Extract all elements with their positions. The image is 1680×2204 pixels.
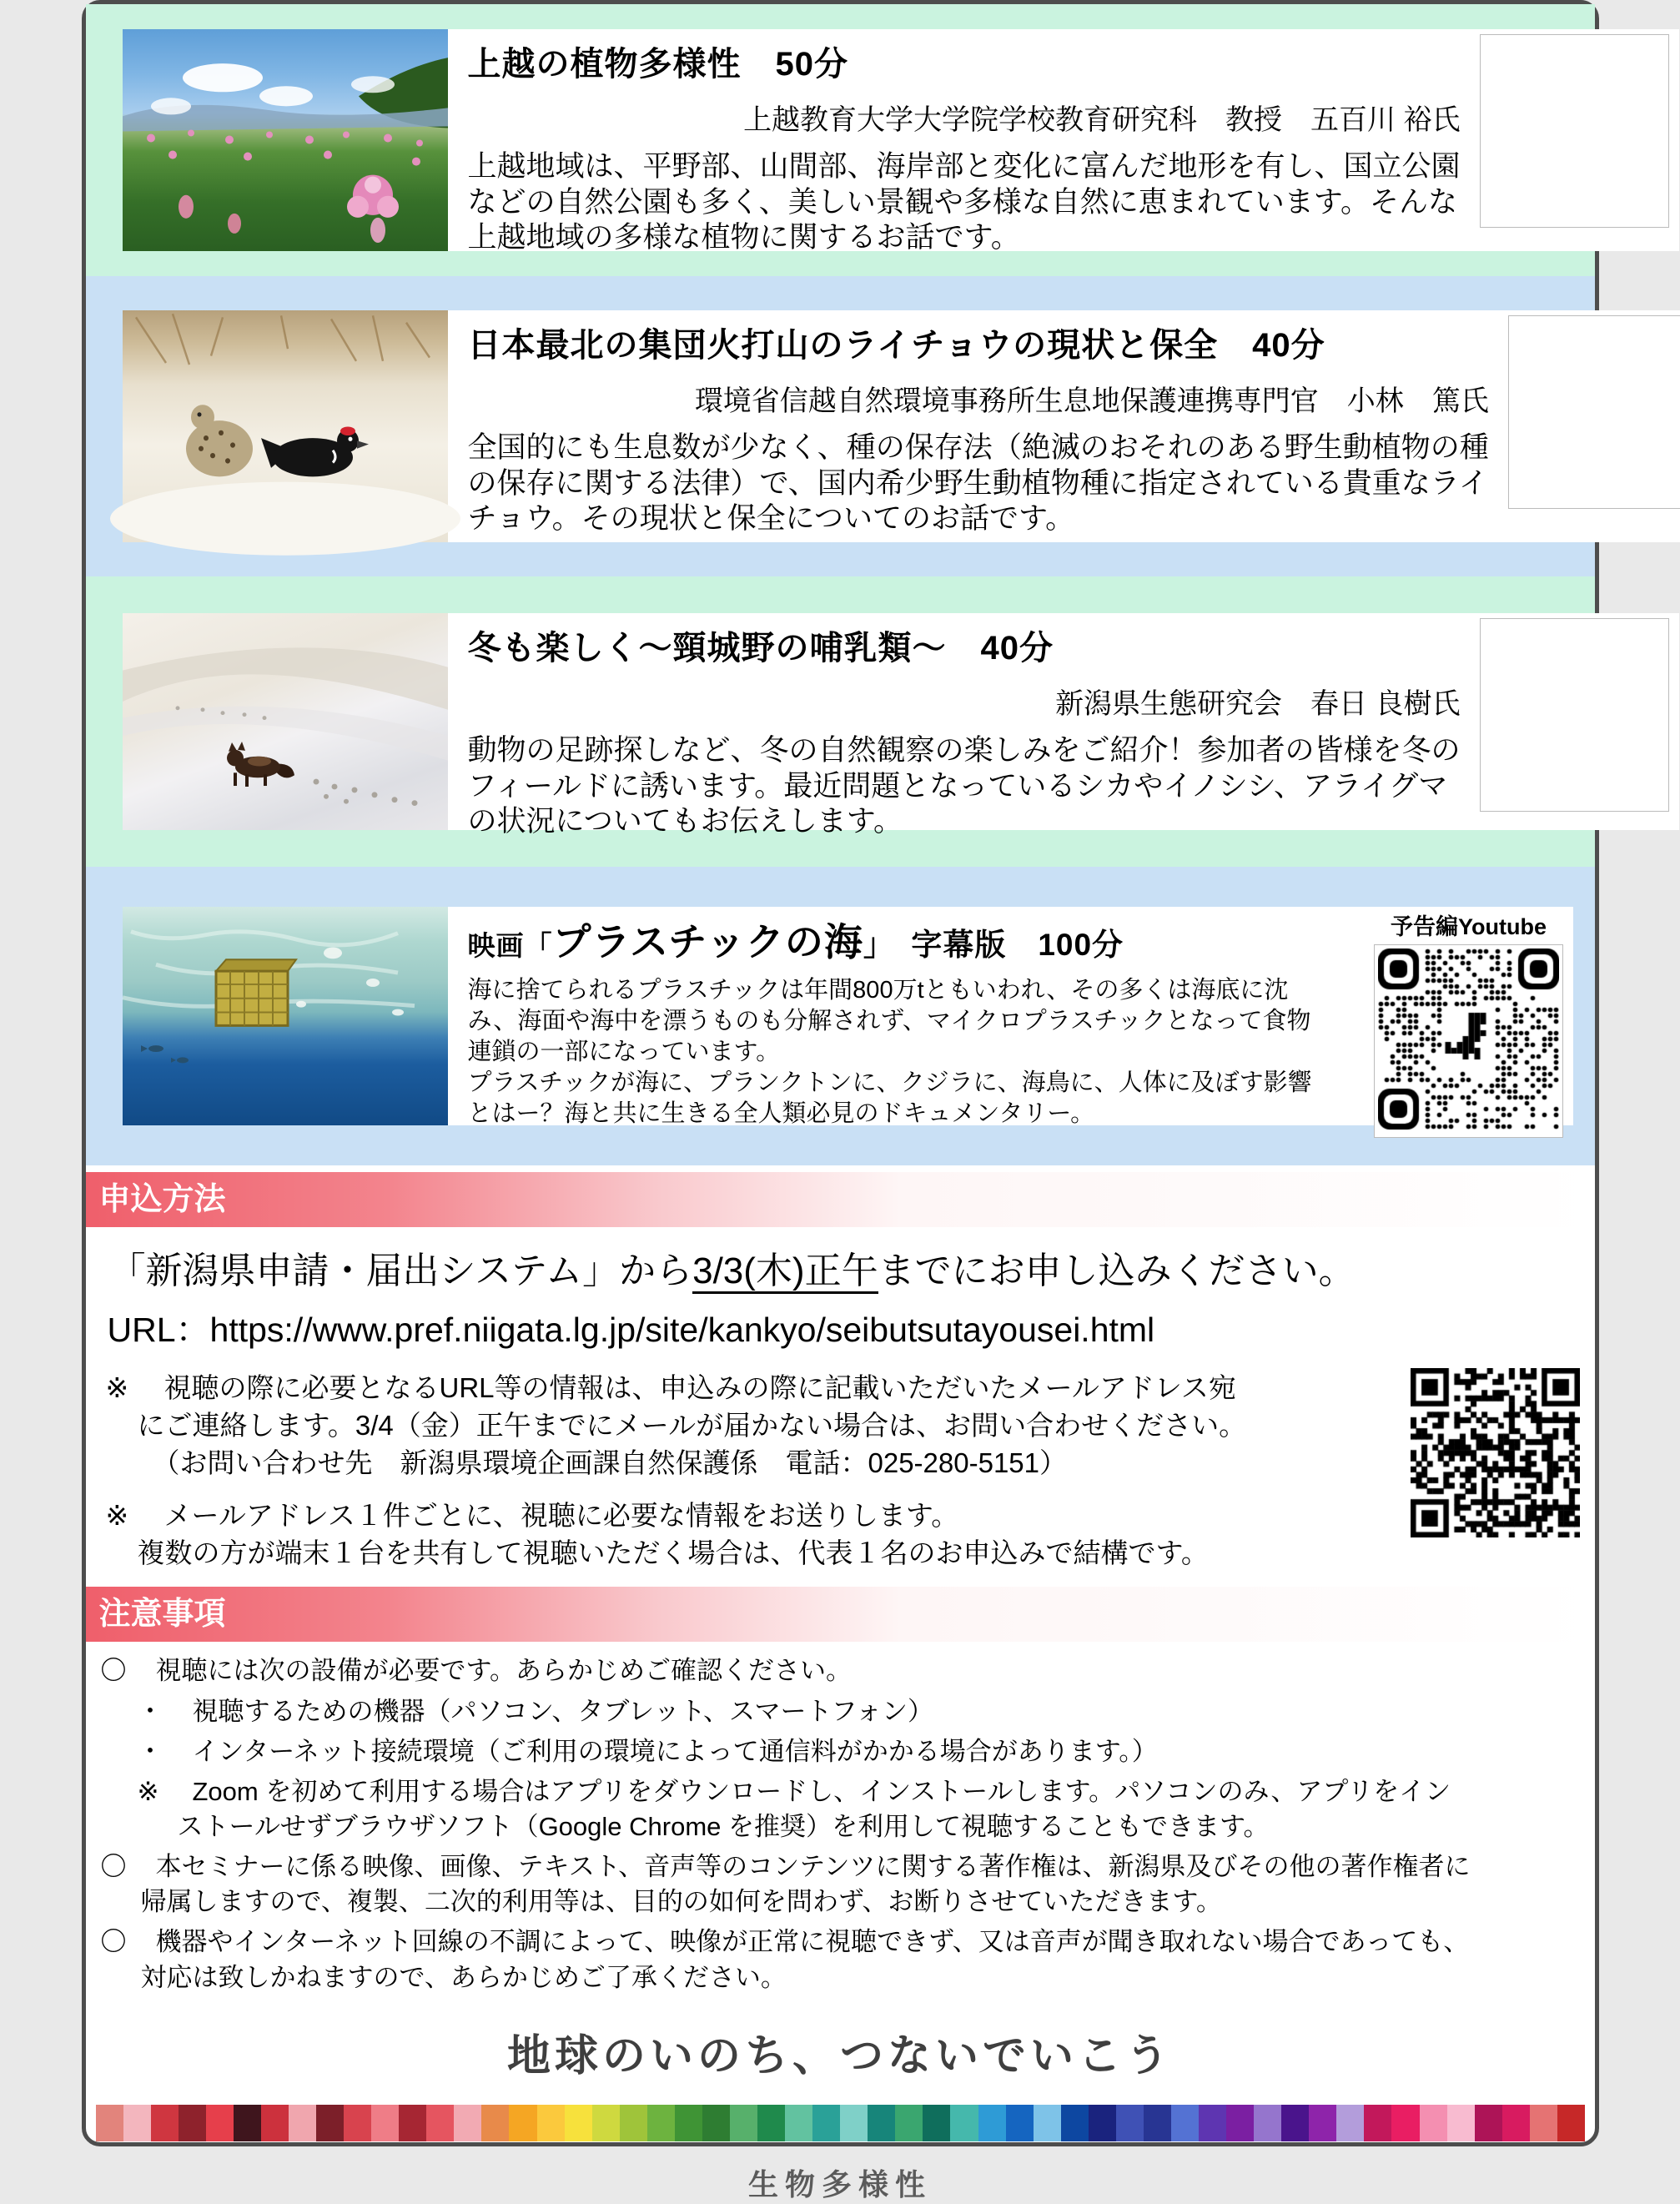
stripe: [481, 2105, 509, 2141]
session-description: [468, 733, 1461, 840]
stripe: [675, 2105, 702, 2141]
apply-notes: [106, 1370, 1595, 1572]
notice-item: [101, 1694, 1595, 1729]
session-text: [448, 310, 1499, 542]
stripe: [1116, 2105, 1144, 2141]
description-line: み、海面や海中を漂うものも分解されず、マイクロプラスチックとなって食物: [468, 1006, 1355, 1037]
stripe: [1171, 2105, 1199, 2141]
notice-first-line: [101, 1694, 1595, 1729]
note-marker: ※: [106, 1370, 164, 1407]
description-line: プラスチックが海に、プランクトンに、クジラに、海鳥に、人体に及ぼす影響: [468, 1068, 1355, 1099]
notice-marker: 〇: [101, 1653, 156, 1688]
description-line: 上越地域の多様な植物に関するお話です。: [468, 220, 1461, 256]
stripe: [344, 2105, 371, 2141]
stripe: [923, 2105, 950, 2141]
note-first-line: [106, 1370, 1395, 1407]
stripe: [123, 2105, 151, 2141]
stripe: [509, 2105, 536, 2141]
stripe: [1006, 2105, 1034, 2141]
lotus-pond-photo: [123, 29, 448, 251]
stripe: [234, 2105, 261, 2141]
notice-item: [101, 1925, 1595, 1995]
notice-marker: ※: [138, 1774, 193, 1809]
trailer-youtube-qr-code: [1378, 949, 1559, 1130]
stripe: [1530, 2105, 1557, 2141]
session-band: [86, 576, 1595, 867]
description-line: 全国的にも生息数が少なく、種の保存法（絶滅のおそれのある野生動植物の種: [468, 430, 1489, 466]
session-title: 冬も楽しく～頸城野の哺乳類～ 40分: [468, 621, 1461, 669]
notice-first-line: [101, 1849, 1595, 1884]
notice-marker: 〇: [101, 1849, 156, 1884]
trailer-qr-column: [1499, 310, 1680, 542]
apply-line1-pre: 「新潟県申請・届出システム」から: [109, 1250, 693, 1291]
session-card: [123, 310, 1680, 542]
stripe: [1336, 2105, 1364, 2141]
biodiversity-label: 生物多様性: [86, 2161, 1595, 2204]
notice-list: [101, 1653, 1595, 1995]
stripe: [757, 2105, 785, 2141]
apply-url-line: URL：https://www.pref.niigata.lg.jp/site/kankyo/seibutsutayousei.html: [108, 1302, 1595, 1351]
notice-marker: ・: [138, 1734, 193, 1769]
ocean-plastic-photo: [123, 907, 448, 1125]
notice-section-header: 注意事項: [86, 1587, 1595, 1642]
description-line: 動物の足跡探しなど、冬の自然観察の楽しみをご紹介！参加者の皆様を冬の: [468, 733, 1461, 769]
notice-first-line: [101, 1653, 1595, 1688]
note-marker: ※: [106, 1497, 164, 1535]
stripe: [950, 2105, 978, 2141]
stripe: [785, 2105, 812, 2141]
notice-first-line: [101, 1774, 1595, 1809]
stripe: [978, 2105, 1006, 2141]
stripe: [179, 2105, 206, 2141]
stripe: [151, 2105, 179, 2141]
apply-section-header: 申込方法: [86, 1172, 1595, 1227]
stripe: [1447, 2105, 1475, 2141]
stripe: [812, 2105, 840, 2141]
notice-continuation: ストールせずブラウザソフト（Google Chrome を推奨）を利用して視聴することもできます。: [101, 1809, 1595, 1844]
note-continuation: （お問い合わせ先 新潟県環境企画課自然保護係 電話：025-280-5151）: [106, 1445, 1395, 1482]
session-speaker: 新潟県生態研究会 春日 良樹氏: [468, 681, 1461, 722]
description-line: チョウ。その現状と保全についてのお話です。: [468, 501, 1489, 537]
seminar-flyer-page: [82, 0, 1599, 2146]
session-text: [448, 613, 1471, 830]
stripe: [868, 2105, 895, 2141]
trailer-qr-label: 予告編Youtube: [1391, 908, 1547, 941]
stripe: [1254, 2105, 1281, 2141]
apply-note: [106, 1497, 1395, 1572]
session-text: [448, 29, 1471, 251]
apply-deadline-line: [109, 1240, 1595, 1294]
session-description: [468, 975, 1355, 1130]
stripe: [1199, 2105, 1226, 2141]
ptarmigan-snow-photo: [123, 310, 448, 542]
stripe: [206, 2105, 234, 2141]
notice-continuation: 帰属しますので、複製、二次的利用等は、目的の如何を問わず、お断りさせていただきます。: [101, 1884, 1595, 1920]
stripe: [1309, 2105, 1336, 2141]
stripe: [371, 2105, 399, 2141]
stripe: [730, 2105, 757, 2141]
notice-continuation: 対応は致しかねますので、あらかじめご了承ください。: [101, 1960, 1595, 1995]
notice-item: [101, 1849, 1595, 1920]
stripe: [592, 2105, 620, 2141]
trailer-qr-column: [1471, 613, 1679, 830]
description-line: フィールドに誘います。最近問題となっているシカやイノシシ、アライグマ: [468, 769, 1461, 805]
note-first-line: [106, 1497, 1395, 1535]
session-description: [468, 149, 1461, 256]
notice-item: [101, 1653, 1595, 1688]
note-text: メールアドレス１件ごとに、視聴に必要な情報をお送りします。: [164, 1497, 959, 1535]
stripe: [1034, 2105, 1061, 2141]
session-description: [468, 430, 1489, 537]
rainbow-stripe-banner: [96, 2105, 1585, 2141]
stripe: [316, 2105, 344, 2141]
stripe: [1391, 2105, 1419, 2141]
stripe: [454, 2105, 481, 2141]
note-text: 視聴の際に必要となるURL等の情報は、申込みの際に記載いただいたメールアドレス宛: [164, 1370, 1236, 1407]
description-line: 上越地域は、平野部、山間部、海岸部と変化に富んだ地形を有し、国立公園: [468, 149, 1461, 185]
notice-item: [101, 1734, 1595, 1769]
session-title: 映画「プラスチックの海」 字幕版 100分: [468, 912, 1355, 967]
notice-first-line: [101, 1925, 1595, 1960]
notice-text: インターネット接続環境（ご利用の環境によって通信料がかかる場合があります。）: [193, 1734, 1158, 1769]
stripe: [96, 2105, 123, 2141]
session-band: [86, 867, 1595, 1165]
apply-deadline-underlined: 3/3(木)正午: [692, 1250, 878, 1294]
notice-marker: 〇: [101, 1925, 156, 1960]
stripe: [1089, 2105, 1116, 2141]
session-title: 上越の植物多様性 50分: [468, 38, 1461, 85]
session-card: [123, 907, 1573, 1125]
notice-text: Zoom を初めて利用する場合はアプリをダウンロードし、インストールします。パソコンのみ、アプリをイン: [193, 1774, 1451, 1809]
trailer-qr-column: [1471, 29, 1679, 251]
description-line: の状況についてもお伝えします。: [468, 804, 1461, 840]
stripe: [261, 2105, 289, 2141]
notice-text: 視聴するための機器（パソコン、タブレット、スマートフォン）: [193, 1694, 933, 1729]
divider: [86, 1165, 1595, 1172]
stripe: [1364, 2105, 1391, 2141]
stripe: [620, 2105, 647, 2141]
fox-snowfield-photo: [123, 613, 448, 830]
session-band: [86, 4, 1595, 276]
stripe: [1420, 2105, 1447, 2141]
notice-first-line: [101, 1734, 1595, 1769]
note-continuation: にご連絡します。3/4（金）正午までにメールが届かない場合は、お問い合わせください。: [106, 1407, 1395, 1445]
session-text: [448, 907, 1365, 1125]
notice-text: 本セミナーに係る映像、画像、テキスト、音声等のコンテンツに関する著作権は、新潟県及びその他の著作権者に: [156, 1849, 1471, 1884]
note-continuation: 複数の方が端末１台を共有して視聴いただく場合は、代表１名のお申込みで結構です。: [106, 1535, 1395, 1572]
stripe: [1144, 2105, 1171, 2141]
stripe: [1475, 2105, 1502, 2141]
session-card: [123, 29, 1679, 251]
session-speaker: 上越教育大学大学院学校教育研究科 教授 五百川 裕氏: [468, 97, 1461, 138]
biodiversity-slogan: 地球のいのち、つないでいこう: [86, 2020, 1595, 2083]
session-card: [123, 613, 1679, 830]
stripe: [1061, 2105, 1089, 2141]
description-line: の保存に関する法律）で、国内希少野生動植物種に指定されている貴重なライ: [468, 466, 1489, 502]
description-line: などの自然公園も多く、美しい景観や多様な自然に恵まれています。そんな: [468, 185, 1461, 221]
session-speaker: 環境省信越自然環境事務所生息地保護連携専門官 小林 篤氏: [468, 378, 1489, 419]
stripe: [565, 2105, 592, 2141]
stripe: [537, 2105, 565, 2141]
application-info-qr-code: [1411, 1368, 1580, 1537]
description-line: とはー？海と共に生きる全人類必見のドキュメンタリー。: [468, 1099, 1355, 1130]
stripe: [1557, 2105, 1585, 2141]
session-list: [86, 4, 1595, 1165]
notice-text: 機器やインターネット回線の不調によって、映像が正常に視聴できず、又は音声が聞き取れない場合であっても、: [156, 1925, 1470, 1960]
stripe: [399, 2105, 426, 2141]
notice-text: 視聴には次の設備が必要です。あらかじめご確認ください。: [156, 1653, 853, 1688]
session-band: [86, 276, 1595, 576]
description-line: 連鎖の一部になっています。: [468, 1037, 1355, 1068]
stripe: [1281, 2105, 1309, 2141]
apply-line1-post: までにお申し込みください。: [878, 1250, 1356, 1291]
session-title: 日本最北の集団火打山のライチョウの現状と保全 40分: [468, 319, 1489, 366]
stripe: [895, 2105, 923, 2141]
stripe: [1502, 2105, 1530, 2141]
notice-marker: ・: [138, 1694, 193, 1729]
stripe: [702, 2105, 730, 2141]
notice-item: [101, 1774, 1595, 1844]
description-line: 海に捨てられるプラスチックは年間800万tともいわれ、その多くは海底に沈: [468, 975, 1355, 1006]
trailer-qr-column: [1365, 907, 1573, 1125]
stripe: [426, 2105, 454, 2141]
stripe: [289, 2105, 316, 2141]
stripe: [840, 2105, 868, 2141]
stripe: [647, 2105, 675, 2141]
stripe: [1226, 2105, 1254, 2141]
apply-note: [106, 1370, 1395, 1482]
